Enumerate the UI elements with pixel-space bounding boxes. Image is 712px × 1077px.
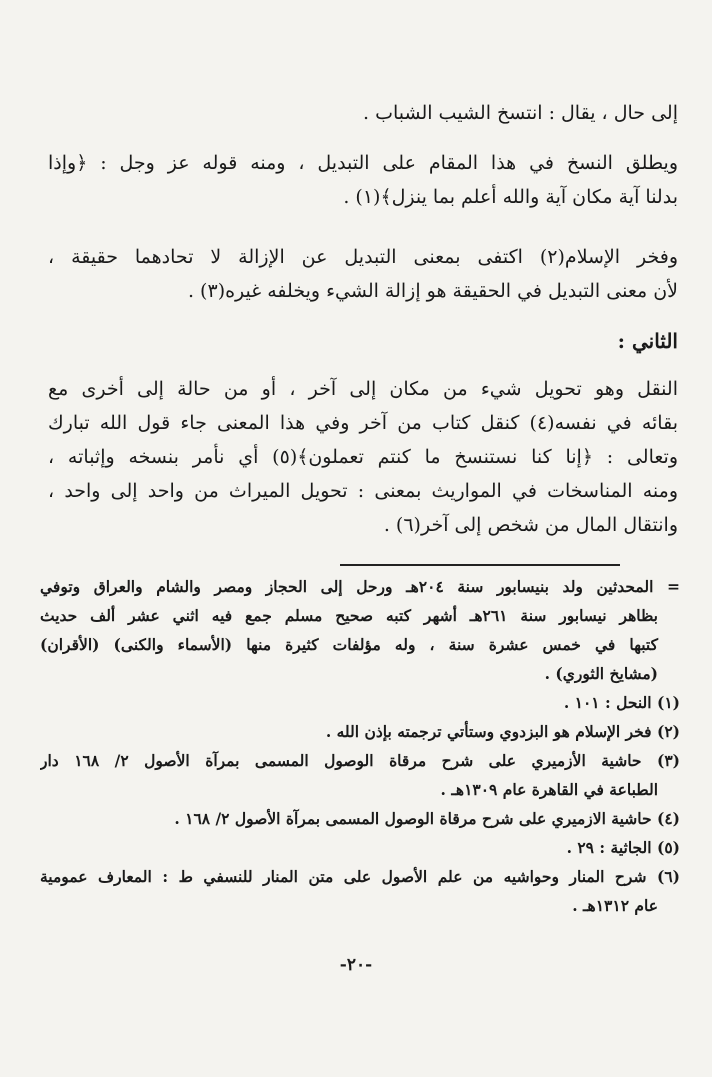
footnote-4: (٤) حاشية الازميري على شرح مرقاة الوصول المسمى بمرآة الأصول ٢/ ١٦٨ . [174,809,680,828]
paragraph-4-line-2: بقائه في نفسه(٤) كنقل كتاب من آخر وفي هذا المعنى جاء قول الله تبارك [48,412,678,434]
paragraph-3 [48,240,678,308]
paragraph-3-line-2: لأن معنى التبديل في الحقيقة هو إزالة الشيء ويخلفه غيره(٣) . [187,280,678,302]
footnote-continued-line-1: = المحدثين ولد بنيسابور سنة ٢٠٤هـ ورحل إلى الحجاز ومصر والشام والعراق وتوفي [40,577,680,596]
section-heading [48,324,678,358]
footnote-1: (١) النحل : ١٠١ . [563,693,680,712]
paragraph-3-line-1: وفخر الإسلام(٢) اكتفى بمعنى التبديل عن الإزالة لا تحادهما حقيقة ، [48,246,678,268]
heading-second: الثاني : [617,329,678,353]
paragraph-4-line-1: النقل وهو تحويل شيء من مكان إلى آخر ، أو من حالة إلى أخرى مع [48,378,678,400]
footnote-3-line-2: الطباعة في القاهرة عام ١٣٠٩هـ . [440,780,658,799]
paragraph-4 [48,372,678,542]
footnotes [40,572,680,920]
footnote-continued-line-4: (مشايخ الثوري) . [544,664,658,683]
footnote-6-line-2: عام ١٣١٢هـ . [572,896,658,915]
footnote-continued-line-3: كتبها في خمس عشرة سنة ، وله مؤلفات كثيرة منها (الأسماء والكنى) (الأقران) [40,635,658,654]
paragraph-2 [48,146,678,214]
paragraph-4-line-4: ومنه المناسخات في المواريث بمعنى : تحويل الميراث من واحد إلى واحد ، [48,480,678,502]
footnote-3-line-1: (٣) حاشية الأزميري على شرح مرقاة الوصول المسمى بمرآة الأصول ٢/ ١٦٨ دار [40,751,680,770]
footnote-6-line-1: (٦) شرح المنار وحواشيه من علم الأصول على متن المنار للنسفي ط : المعارف عمومية [40,867,680,886]
paragraph-4-line-3: وتعالى : ﴿إنا كنا نستنسخ ما كنتم تعملون﴾(٥) أي نأمر بنسخه وإثباته ، [48,446,678,468]
paragraph-2-line-2: بدلنا آية مكان آية والله أعلم بما ينزل﴾(١) . [343,186,678,208]
footnote-separator [340,564,620,566]
footnote-2: (٢) فخر الإسلام هو البزدوي وستأتي ترجمته بإذن الله . [325,722,680,741]
paragraph-1: إلى حال ، يقال : انتسخ الشيب الشباب . [363,102,678,124]
footnote-5: (٥) الجاثية : ٢٩ . [566,838,680,857]
paragraph-2-line-1: ويطلق النسخ في هذا المقام على التبديل ، ومنه قوله عز وجل : ﴿وإذا [48,152,678,174]
main-text [48,96,678,130]
paragraph-4-line-5: وانتقال المال من شخص إلى آخر(٦) . [383,514,678,536]
footnote-continued-line-2: بظاهر نيسابور سنة ٢٦١هـ أشهر كتبه صحيح مسلم جمع فيه اثني عشر ألف حديث [40,606,658,625]
page-number: -٢٠- [339,955,373,975]
